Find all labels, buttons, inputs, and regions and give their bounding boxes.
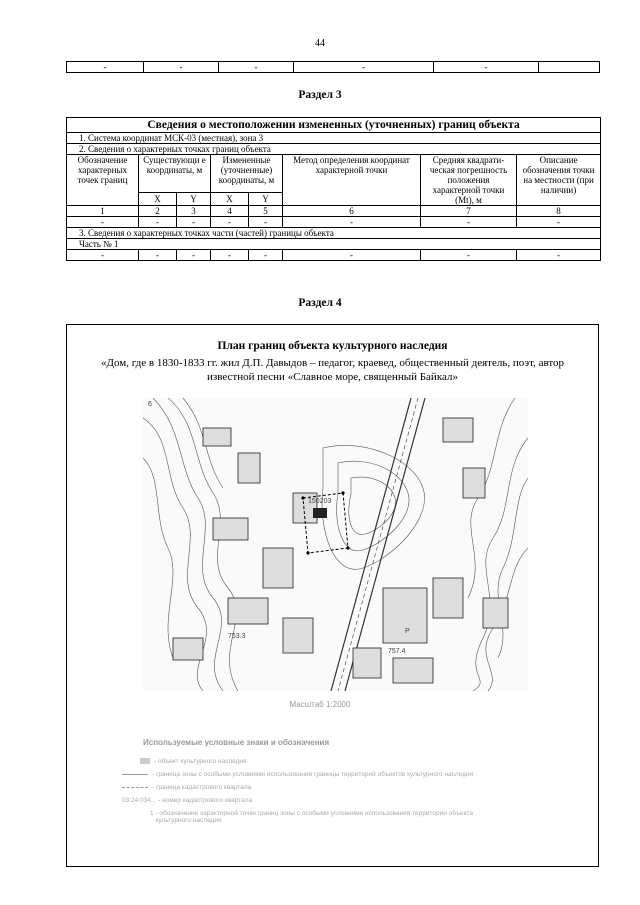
table-row xyxy=(67,144,601,155)
table-cell: - xyxy=(177,217,211,228)
header-description: Описание обозначения точки на местности (при наличии) xyxy=(517,155,601,206)
table-cell: - xyxy=(283,250,421,261)
table-cell: 6 xyxy=(283,206,421,217)
table-cell: - xyxy=(249,217,283,228)
table-row xyxy=(67,217,601,228)
plan-title: План границ объекта культурного наследия xyxy=(217,340,448,352)
table-cell: - xyxy=(517,250,601,261)
table-cell: - xyxy=(67,250,139,261)
cadastral-boundary-icon xyxy=(122,787,148,788)
heritage-object-icon xyxy=(140,758,150,764)
table-cell: 1 xyxy=(67,206,139,217)
map-label: 757.4 xyxy=(388,648,406,655)
legend-text: - номер кадастрового квартала xyxy=(158,797,253,804)
table-row xyxy=(67,239,601,250)
table-cell: - xyxy=(139,250,177,261)
table-cell: - xyxy=(67,62,144,73)
header-y: Y xyxy=(177,192,211,205)
table-cell: - xyxy=(249,250,283,261)
legend-item xyxy=(122,797,252,804)
coordinate-system-row: 1. Система координат МСК-03 (местная), зона 3 xyxy=(67,133,601,144)
table-cell: 7 xyxy=(421,206,517,217)
map-scale: Масштаб 1:2000 xyxy=(289,700,351,709)
header-changed-coords: Измененные (уточненные) координаты, м xyxy=(211,155,283,193)
section-3-table xyxy=(66,117,601,261)
table-cell: - xyxy=(177,250,211,261)
table-cell: - xyxy=(211,250,249,261)
table-row xyxy=(67,133,601,144)
table-cell: 2 xyxy=(139,206,177,217)
section-3-heading: Раздел 3 xyxy=(298,89,342,101)
table-cell: - xyxy=(219,62,294,73)
legend-text: - граница зоны с особыми условиями использования границы территорий объектов культурного наследия xyxy=(152,771,474,778)
map-label: 6 xyxy=(148,401,152,408)
header-existing-coords: Существующи е координаты, м xyxy=(139,155,211,193)
table-cell xyxy=(539,62,600,73)
table-cell: - xyxy=(517,217,601,228)
cadastral-map xyxy=(143,398,528,691)
table-cell: - xyxy=(144,62,219,73)
table-title: Сведения о местоположении измененных (уточненных) границ объекта xyxy=(67,118,601,133)
table-cell: - xyxy=(67,217,139,228)
legend-item xyxy=(140,758,247,765)
section-4-heading: Раздел 4 xyxy=(298,297,342,309)
table-row xyxy=(67,250,601,261)
table-cell: - xyxy=(139,217,177,228)
table-header-row xyxy=(67,155,601,193)
legend-item xyxy=(150,810,495,824)
legend-item xyxy=(122,771,473,778)
page-number: 44 xyxy=(315,38,325,49)
points-row: 2. Сведения о характерных точках границ объекта xyxy=(67,144,601,155)
map-label: 150203 xyxy=(308,498,332,505)
header-x: X xyxy=(139,192,177,205)
table-cell: - xyxy=(283,217,421,228)
header-method: Метод определения координат характерной точки xyxy=(283,155,421,206)
table-cell: - xyxy=(421,250,517,261)
table-row xyxy=(67,62,600,73)
legend-text: - граница кадастрового квартала xyxy=(152,784,252,791)
legend-title: Используемые условные знаки и обозначения xyxy=(143,738,330,747)
table-row xyxy=(67,118,601,133)
table-cell: 4 xyxy=(211,206,249,217)
continuation-table xyxy=(66,61,600,73)
table-cell: 8 xyxy=(517,206,601,217)
part-1-row: Часть № 1 xyxy=(67,239,601,250)
table-row xyxy=(67,228,601,239)
parts-row: 3. Сведения о характерных точках части (частей) границы объекта xyxy=(67,228,601,239)
table-row xyxy=(67,206,601,217)
cadastral-code-sample: 03:24:034... xyxy=(122,797,157,804)
header-error: Средняя квадрати-ческая погрешность положения характерной точки (Mt), м xyxy=(421,155,517,206)
point-code-sample: 1 xyxy=(150,810,154,817)
legend-text: - обозначение характерной точки границ зоны с особыми условиями использования территории объекта культурного наследия xyxy=(155,810,473,824)
table-cell: - xyxy=(421,217,517,228)
map-label: 753.3 xyxy=(228,633,246,640)
legend-text: - объект культурного наследия xyxy=(154,758,247,765)
map-label: Р xyxy=(405,628,410,635)
zone-boundary-icon xyxy=(122,774,148,775)
legend-item xyxy=(122,784,251,791)
header-designation: Обозначение характерных точек границ xyxy=(67,155,139,206)
table-cell: - xyxy=(434,62,539,73)
plan-subtitle: «Дом, где в 1830-1833 гг. жил Д.П. Давыдов – педагог, краевед, общественный деятель, поэт, автор известной песни «Славное море, священный Байкал» xyxy=(100,357,565,383)
table-cell: 5 xyxy=(249,206,283,217)
header-x: X xyxy=(211,192,249,205)
table-cell: - xyxy=(294,62,434,73)
table-cell: - xyxy=(211,217,249,228)
table-cell: 3 xyxy=(177,206,211,217)
header-y: Y xyxy=(249,192,283,205)
